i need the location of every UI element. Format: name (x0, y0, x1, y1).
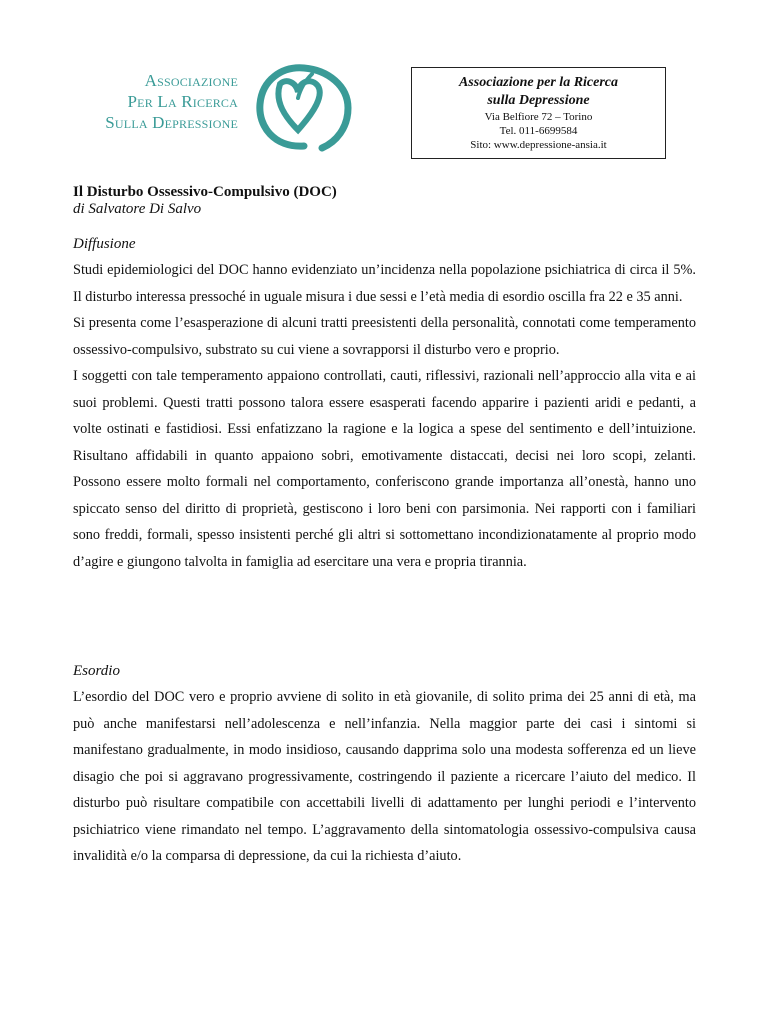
contact-address: Via Belfiore 72 – Torino (484, 111, 593, 123)
contact-phone: Tel. 011-6699584 (499, 125, 578, 137)
section-body-esordio (73, 684, 696, 870)
paragraph: Si presenta come l’esasperazione di alcuni tratti preesistenti della personalità, connotati come temperamento ossessivo-compulsivo, substrato su cui viene a sovrapporsi il disturbo vero e proprio. (73, 315, 696, 358)
logo-line-3: Sulla Depressione (105, 113, 238, 132)
paragraph: Studi epidemiologici del DOC hanno evidenziato un’incidenza nella popolazione psichiatrica di circa il 5%. Il disturbo interessa pressoché in uguale misura i due sessi e l’età media di esordio oscilla fra 22 e 35 anni. (73, 262, 696, 305)
logo-line-1: Associazione (144, 71, 238, 90)
contact-org-line-1: Associazione per la Ricerca (458, 75, 619, 90)
paragraph: I soggetti con tale temperamento appaiono controllati, cauti, riflessivi, razionali nell’approccio alla vita e ai suoi problemi. Questi tratti possono talora essere esasperati facendo apparire i pazienti aridi e pedanti, a volte ostinati e fastidiosi. Essi enfatizzano la ragione e la logica a spese del sentimento e dell’intuizione. Risultano affidabili in quanto appaiono sobri, emotivamente distaccati, decisi nei loro scopi, zelanti. Possono essere molto formali nel comportamento, conferiscono grande importanza all’onestà, hanno uno spiccato senso del diritto di proprietà, gestiscono i loro beni con parsimonia. Nei rapporti con i familiari sono freddi, formali, spesso insistenti perché gli altri si sottomettano incondizionatamente al proprio modo d’agire e giungono talvolta in famiglia ad esercitare una vera e propria tirannia. (73, 368, 696, 570)
document-author: di Salvatore Di Salvo (73, 201, 202, 217)
contact-site: Sito: www.depressione-ansia.it (470, 139, 607, 151)
paragraph: L’esordio del DOC vero e proprio avviene di solito in età giovanile, di solito prima dei 25 anni di età, ma può anche manifestarsi nell’adolescenza e nell’infanzia. Nella maggior parte dei casi i sintomi si manifestano gradualmente, in modo insidioso, causando dapprima solo una modesta sofferenza ed un lieve disagio che poi si aggravano progressivamente, costringendo il paziente a ricercare l’aiuto del medico. Il disturbo può risultare compatibile con accettabili livelli di adattamento per lunghi periodi e l’intervento psichiatrico viene rimandato nel tempo. L’aggravamento della sintomatologia ossessivo-compulsiva causa invalidità e/o la comparsa di depressione, da cui la richiesta d’aiuto. (73, 689, 696, 864)
section-heading-diffusione: Diffusione (73, 236, 136, 252)
section-heading-esordio: Esordio (73, 663, 120, 679)
section-body-diffusione (73, 257, 696, 575)
logo-line-2: Per La Ricerca (127, 92, 238, 111)
document-title: Il Disturbo Ossessivo-Compulsivo (DOC) (73, 184, 337, 200)
logo-wordmark (100, 70, 238, 133)
heart-swirl-icon (252, 56, 356, 156)
contact-org-line-2: sulla Depressione (487, 93, 590, 108)
contact-box (411, 67, 666, 159)
